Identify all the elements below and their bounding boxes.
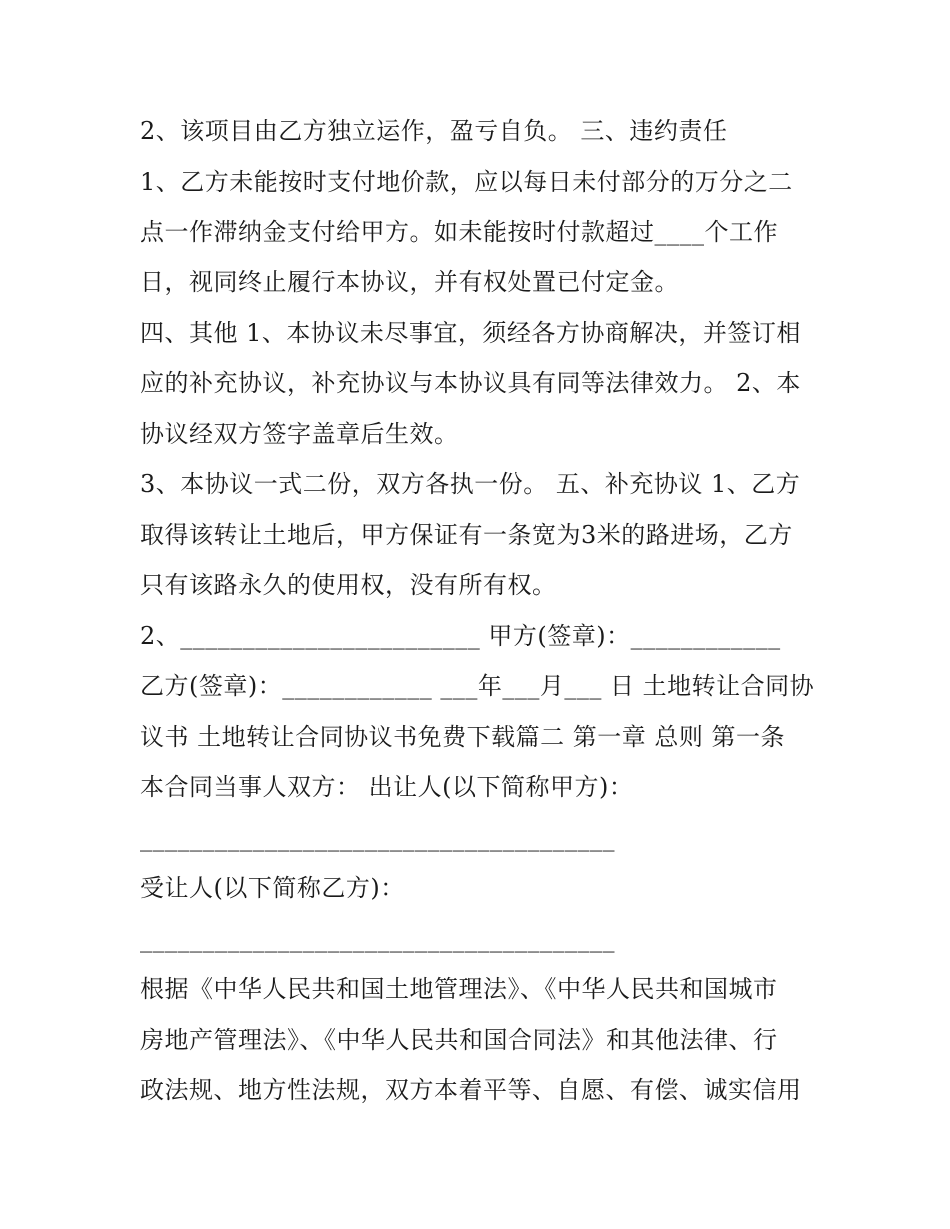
text-line: 2、该项目由乙方独立运作，盈亏自负。 三、违约责任 [140, 117, 728, 145]
text-line: 受让人(以下简称乙方)： [140, 874, 405, 902]
text-line: 1、乙方未能按时支付地价款，应以每日未付部分的万分之二 [140, 168, 793, 196]
text-line: 四、其他 1、本协议未尽事宜，须经各方协商解决，并签订相 [140, 319, 801, 347]
text-line: 取得该转让土地后，甲方保证有一条宽为3米的路进场，乙方 [140, 521, 793, 549]
text-line: 根据《中华人民共和国土地管理法》、《中华人民共和国城市 [140, 975, 778, 1003]
text-line: 只有该路永久的使用权，没有所有权。 [140, 571, 557, 599]
text-line: 本合同当事人双方： 出让人(以下简称甲方)： [140, 773, 634, 801]
text-line: 协议经双方签字盖章后生效。 [140, 420, 459, 448]
blank-fill-line: ______________________________________ [140, 824, 615, 852]
text-line: 3、本协议一式二份，双方各执一份。 五、补充协议 1、乙方 [140, 470, 801, 498]
signature-date-line: 乙方(签章)：____________ ___年___月___ 日 土地转让合同协 [140, 672, 815, 700]
text-line: 政法规、地方性法规，双方本着平等、自愿、有偿、诚实信用 [140, 1076, 802, 1104]
text-line: 议书 土地转让合同协议书免费下载篇二 第一章 总则 第一条 [140, 723, 786, 751]
text-line: 日，视同终止履行本协议，并有权处置已付定金。 [140, 268, 679, 296]
blank-fill-line: ______________________________________ [140, 925, 615, 953]
text-line: 房地产管理法》、《中华人民共和国合同法》和其他法律、行 [140, 1026, 778, 1054]
text-line: 点一作滞纳金支付给甲方。如未能按时付款超过____个工作 [140, 218, 778, 246]
signature-line: 2、________________________ 甲方(签章)：____________ [140, 622, 781, 650]
text-line: 应的补充协议，补充协议与本协议具有同等法律效力。 2、本 [140, 369, 801, 397]
